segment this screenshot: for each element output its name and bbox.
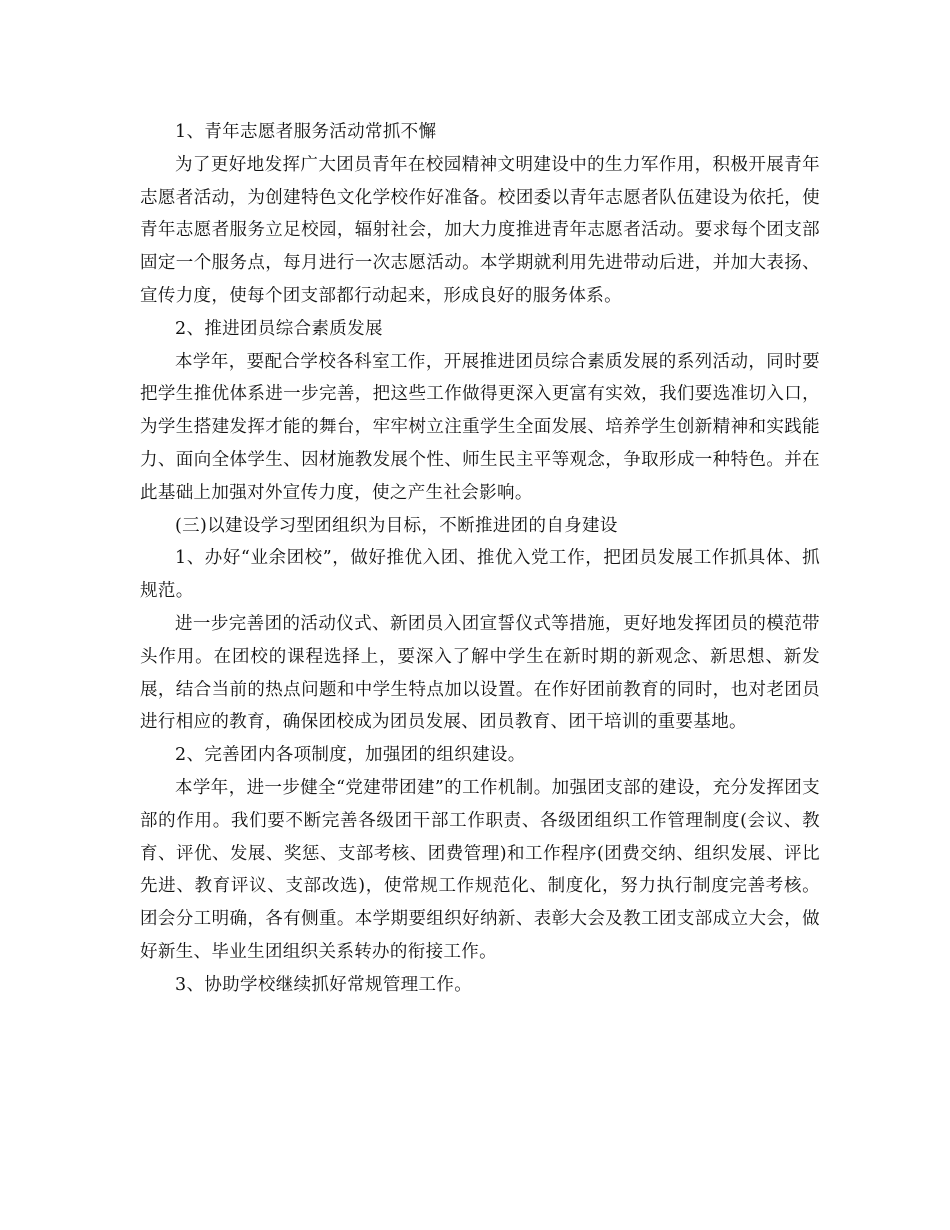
paragraph-organization-rules: 本学年，进一步健全“党建带团建”的工作机制。加强团支部的建设，充分发挥团支部的作用。我们要不断完善各级团干部工作职责、各级团组织工作管理制度(会议、教育、评优、发展、奖惩、支部考核、团费管理)和工作程序(团费交纳、组织发展、评比先进、教育评议、支部改选)，使常规工作规范化、制度化，努力执行制度完善考核。团会分工明确，各有侧重。本学期要组织好纳新、表彰大会及教工团支部成立大会，做好新生、毕业生团组织关系转办的衔接工作。 <box>140 777 820 962</box>
heading-youth-school: 1、办好“业余团校”，做好推优入团、推优入党工作，把团员发展工作抓具体、抓规范。 <box>140 548 820 602</box>
document-body <box>140 116 820 1002</box>
heading-volunteer-service: 1、青年志愿者服务活动常抓不懈 <box>175 122 437 142</box>
paragraph-youth-school: 进一步完善团的活动仪式、新团员入团宣誓仪式等措施，更好地发挥团员的模范带头作用。在团校的课程选择上，要深入了解中学生在新时期的新观念、新思想、新发展，结合当前的热点问题和中学生特点加以设置。在作好团前教育的同时，也对老团员进行相应的教育，确保团校成为团员发展、团员教育、团干培训的重要基地。 <box>140 613 820 733</box>
paragraph-member-development: 本学年，要配合学校各科室工作，开展推进团员综合素质发展的系列活动，同时要把学生推优体系进一步完善，把这些工作做得更深入更富有实效，我们要选准切入口，为学生搭建发挥才能的舞台，牢牢树立注重学生全面发展、培养学生创新精神和实践能力、面向全体学生、因材施教发展个性、师生民主平等观念，争取形成一种特色。并在此基础上加强对外宣传力度，使之产生社会影响。 <box>140 351 820 503</box>
section-heading-learning-organization: (三)以建设学习型团组织为目标，不断推进团的自身建设 <box>175 515 618 536</box>
heading-routine-management: 3、协助学校继续抓好常规管理工作。 <box>175 974 473 995</box>
heading-organization-rules: 2、完善团内各项制度，加强团的组织建设。 <box>175 745 526 766</box>
paragraph-volunteer-service: 为了更好地发挥广大团员青年在校园精神文明建设中的生力军作用，积极开展青年志愿者活动，为创建特色文化学校作好准备。校团委以青年志愿者队伍建设为依托，使青年志愿者服务立足校园，辐射社会，加大力度推进青年志愿者活动。要求每个团支部固定一个服务点，每月进行一次志愿活动。本学期就利用先进带动后进，并加大表扬、宣传力度，使每个团支部都行动起来，形成良好的服务体系。 <box>140 154 820 306</box>
heading-member-development: 2、推进团员综合素质发展 <box>175 318 383 339</box>
